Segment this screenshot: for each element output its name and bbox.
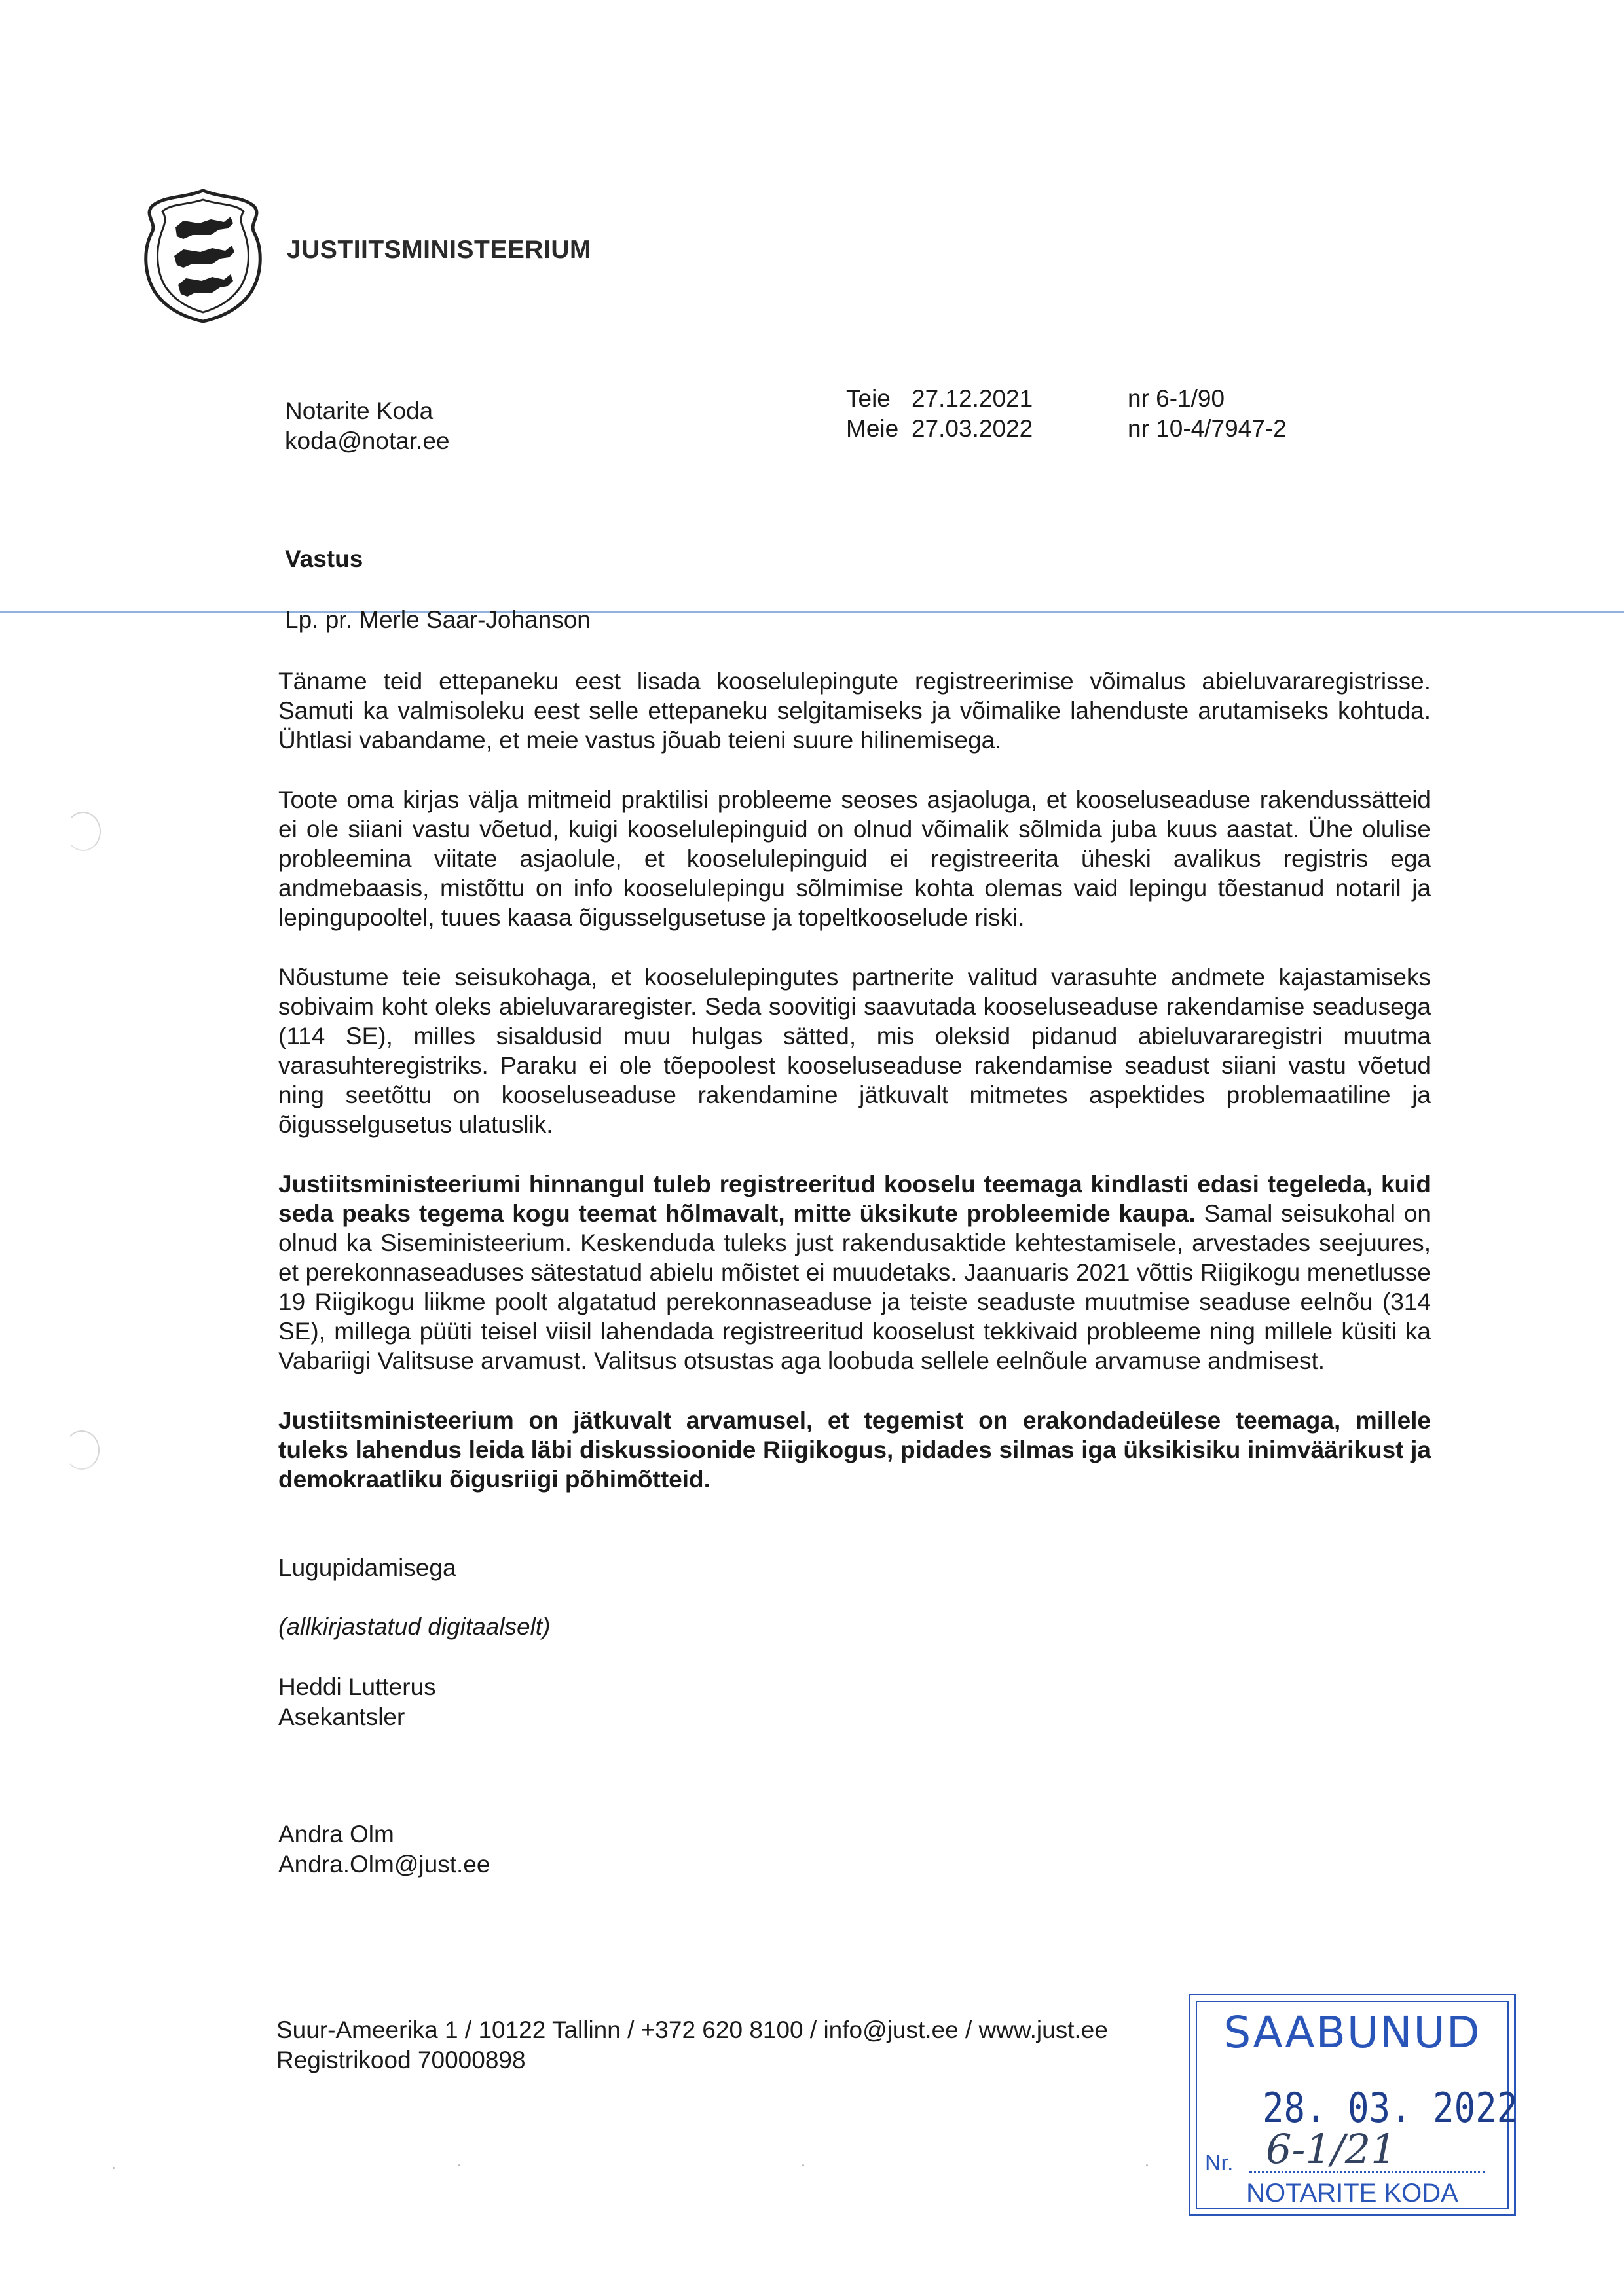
scan-speck [458,2164,460,2166]
salutation: Lp. pr. Merle Saar-Johanson [285,606,591,633]
recipient-email: koda@notar.ee [285,428,450,454]
stamp-handwritten-number: 6-1/21 [1266,2125,1397,2173]
footer-registry-code: Registrikood 70000898 [276,2047,526,2073]
ministry-name: JUSTIITSMINISTEERIUM [287,236,592,264]
punch-hole [65,812,101,851]
signer-name: Heddi Lutterus [278,1673,436,1700]
reference-row-yours [846,384,1287,414]
scan-divider-line [0,611,1624,613]
recipient-name: Notarite Koda [285,397,434,424]
paragraph-regular-part: Samal seisukohal on olnud ka Siseministeerium. Keskenduda tuleks just rakendusaktide kehtestamisele, arvestades seejuures, et perekonnaseaduses sätestatud abielu mõistet ei muudetaks. Jaanuaris 2021 võttis Riigikogu menetlusse 19 Riigikogu liikme poolt algatatud perekonnaseaduse ja teiste seaduste muutmise seaduse eelnõu (314 SE), millega püüti teisel viisil lahendada registreeritud kooselust tekkivaid probleeme ning millele küsiti ka Vabariigi Valitsuse arvamust. Valitsus otsustas aga loobuda sellele eelnõule arvamuse andmisest. [278,1200,1431,1374]
reference-row-ours [846,414,1287,444]
reference-date: 27.03.2022 [912,415,1033,442]
footer [276,2015,1108,2075]
reference-number: nr 10-4/7947-2 [1128,415,1287,442]
recipient-block [285,396,450,456]
stamp-date: 28. 03. 2022 [1263,2084,1519,2132]
scan-speck [1146,2164,1148,2166]
stamp-title: SAABUNUD [1223,2007,1481,2058]
letter-subject: Vastus [285,545,363,572]
paragraph-bold: Justiitsministeerium on jätkuvalt arvamusel, et tegemist on erakondadeülese teemaga, millele tuleks lahendus leida läbi diskussioonide Riigikogus, pidades silmas iga üksikisiku inimväärikust ja demokraatliku õigusriigi põhimõtteid. [278,1407,1431,1493]
paragraph: Nõustume teie seisukohaga, et kooselulepingutes partnerite valitud varasuhte andmete kajastamiseks sobivaim koht oleks abieluvararegister. Seda soovitigi saavutada kooseluseaduse rakendamise seadusega (114 SE), milles sisaldusid muu hulgas sätted, mis oleksid pidanud abieluvararegistri muutma varasuhteregistriks. Paraku ei ole tõepoolest kooseluseaduse rakendamise seadust siiani vastu võetud ning seetõttu on kooseluseaduse rakendamine jätkuvalt mitmetes aspektides problemaatiline ja õigusselgusetus ulatuslik. [278,964,1431,1138]
reference-block [846,384,1287,444]
signature-note: (allkirjastatud digitaalselt) [278,1613,551,1640]
footer-address: Suur-Ameerika 1 / 10122 Tallinn / +372 620 8100 / info@just.ee / www.just.ee [276,2016,1108,2043]
closing-greeting: Lugupidamisega [278,1554,456,1581]
reference-number: nr 6-1/90 [1128,385,1225,412]
signer-block [278,1672,436,1732]
signer-title: Asekantsler [278,1704,405,1730]
punch-hole [64,1430,100,1470]
received-stamp [1189,1994,1519,2216]
paragraph: Täname teid ettepaneku eest lisada kooselulepingute registreerimise võimalus abieluvararegistrisse. Samuti ka valmisoleku eest selle ettepaneku selgitamiseks ja võimalike lahenduste arutamiseks kohtuda. Ühtlasi vabandame, et meie vastus jõuab teieni suure hilinemisega. [278,668,1431,754]
contact-block [278,1819,490,1880]
reference-date: 27.12.2021 [912,385,1033,412]
scan-speck [802,2164,804,2166]
contact-email: Andra.Olm@just.ee [278,1851,490,1878]
letter-body [278,666,1431,1524]
paragraph [278,1169,1431,1376]
scan-speck [113,2167,115,2169]
contact-name: Andra Olm [278,1821,394,1848]
reference-label: Meie [846,415,899,442]
reference-label: Teie [846,385,891,412]
paragraph-bold-part: Justiitsministeeriumi hinnangul tuleb registreeritud kooselu teemaga kindlasti edasi tegeleda, kuid seda peaks tegema kogu teemat hõlmavalt, mitte üksikute probleemide kaupa. [278,1171,1431,1227]
stamp-nr-label: Nr. [1205,2151,1234,2176]
paragraph: Toote oma kirjas välja mitmeid praktilisi probleeme seoses asjaoluga, et kooseluseaduse rakendussätteid ei ole siiani vastu võetud, kuigi kooselulepinguid on olnud võimalik sõlmida juba kuus aastat. Ühe olulise probleemina viitate asjaolule, et kooselulepinguid ei registreerita üheski avalikus registris ega andmebaasis, mistõttu on info kooselulepingu sõlmimise kohta olemas vaid lepingu tõestanud notaril ja lepingupooltel, tuues kaasa õigusselgusetuse ja topeltkooselude riski. [278,786,1431,931]
stamp-organization: NOTARITE KODA [1246,2179,1458,2208]
coat-of-arms-logo [138,187,268,324]
